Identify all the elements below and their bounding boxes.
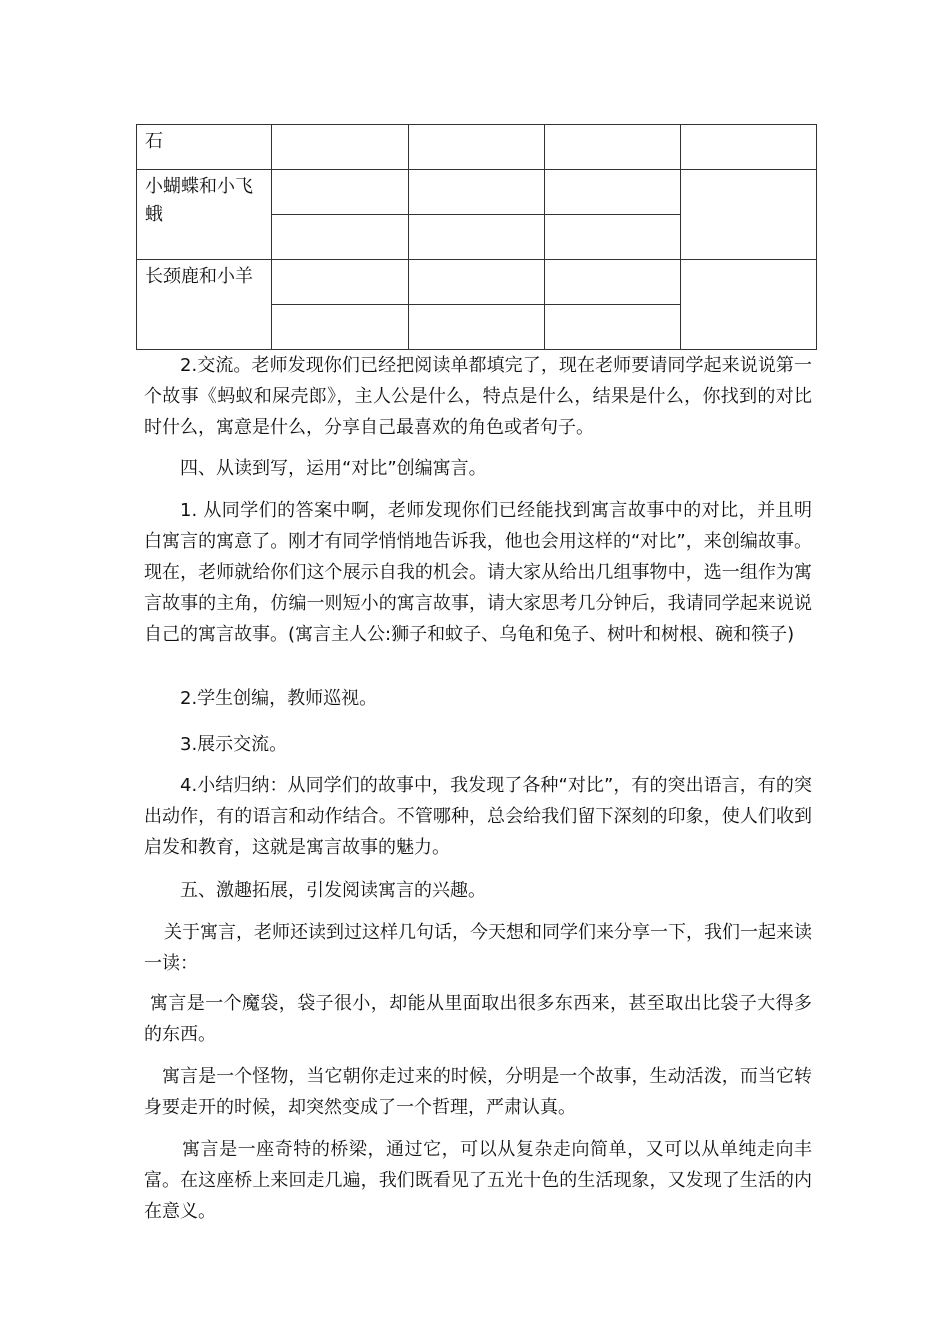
table-cell xyxy=(681,170,817,260)
quote-magic-bag: 寓言是一个魔袋，袋子很小，却能从里面取出很多东西来，甚至取出比袋子大得多的东西。 xyxy=(144,993,812,1045)
table-cell-label: 石 xyxy=(137,125,272,170)
section-heading-five: 五、激趣拓展，引发阅读寓言的兴趣。 xyxy=(180,880,486,901)
table-cell-label: 长颈鹿和小羊 xyxy=(137,260,272,350)
table-cell xyxy=(272,305,409,350)
paragraph-exchange: 2.交流。老师发现你们已经把阅读单都填完了，现在老师要请同学起来说说第一个故事《蚂蚁和屎壳郎》，主人公是什么，特点是什么，结果是什么，你找到的对比时什么，寓意是什么，分享自己最喜欢的角色或者句子。 xyxy=(144,355,812,438)
reading-table xyxy=(136,124,817,350)
table-cell-label: 小蝴蝶和小飞蛾 xyxy=(137,170,272,260)
table-row xyxy=(137,125,817,170)
table-cell xyxy=(545,170,681,215)
section-heading-four: 四、从读到写，运用“对比”创编寓言。 xyxy=(180,458,487,479)
table-cell xyxy=(409,260,545,305)
quote-bridge: 寓言是一座奇特的桥梁，通过它，可以从复杂走向简单，又可以从单纯走向丰富。在这座桥上来回走几遍，我们既看见了五光十色的生活现象，又发现了生活的内在意义。 xyxy=(144,1139,812,1222)
table-cell xyxy=(409,215,545,260)
table-cell xyxy=(272,170,409,215)
paragraph-intro: 关于寓言，老师还读到过这样几句话，今天想和同学们来分享一下，我们一起来读一读： xyxy=(144,922,812,974)
table-cell xyxy=(409,305,545,350)
table-row xyxy=(137,260,817,305)
table-cell xyxy=(681,125,817,170)
table-cell xyxy=(545,305,681,350)
table-cell xyxy=(681,260,817,350)
table-row xyxy=(137,170,817,215)
quote-monster: 寓言是一个怪物，当它朝你走过来的时候，分明是一个故事，生动活泼，而当它转身要走开的时候，却突然变成了一个哲理，严肃认真。 xyxy=(144,1066,812,1118)
table-cell xyxy=(409,170,545,215)
table-cell xyxy=(545,125,681,170)
table-cell xyxy=(272,125,409,170)
table-cell xyxy=(409,125,545,170)
table-cell xyxy=(545,215,681,260)
paragraph-create: 1. 从同学们的答案中啊，老师发现你们已经能找到寓言故事中的对比，并且明白寓言的寓意了。刚才有同学悄悄地告诉我，他也会用这样的“对比”，来创编故事。现在，老师就给你们这个展示自我的机会。请大家从给出几组事物中，选一组作为寓言故事的主角，仿编一则短小的寓言故事，请大家思考几分钟后，我请同学起来说说自己的寓言故事。(寓言主人公:狮子和蚊子、乌龟和兔子、树叶和树根、碗和筷子) xyxy=(144,500,812,645)
table-cell xyxy=(272,260,409,305)
paragraph-students-create: 2.学生创编，教师巡视。 xyxy=(180,688,378,709)
table-cell xyxy=(545,260,681,305)
table-cell xyxy=(272,215,409,260)
paragraph-summary: 4.小结归纳：从同学们的故事中，我发现了各种“对比”，有的突出语言，有的突出动作，有的语言和动作结合。不管哪种，总会给我们留下深刻的印象，使人们收到启发和教育，这就是寓言故事的魅力。 xyxy=(144,775,812,858)
paragraph-show: 3.展示交流。 xyxy=(180,734,288,755)
